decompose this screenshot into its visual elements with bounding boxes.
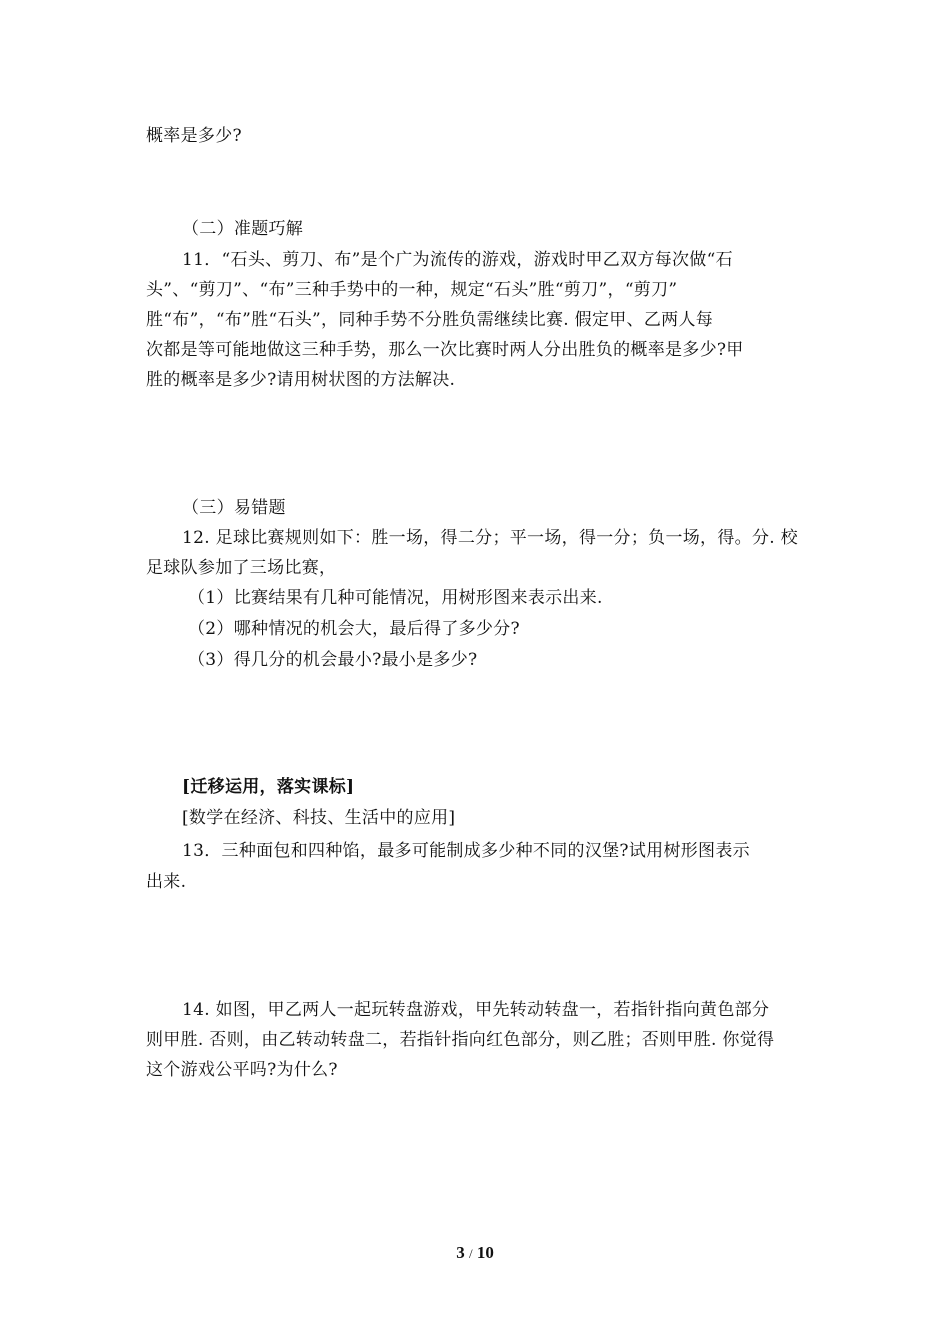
question-11-line-3: 胜“布”，“布”胜“石头”，同种手势不分胜负需继续比赛. 假定甲、乙两人每 bbox=[146, 310, 714, 330]
question-12-part-2: （2）哪种情况的机会大，最后得了多少分? bbox=[188, 619, 520, 639]
question-14-line-3: 这个游戏公平吗?为什么? bbox=[146, 1060, 338, 1080]
question-11-line-4: 次都是等可能地做这三种手势，那么一次比赛时两人分出胜负的概率是多少?甲 bbox=[146, 340, 744, 360]
question-12-part-1: （1）比赛结果有几种可能情况，用树形图来表示出来. bbox=[188, 588, 603, 608]
question-12-line-2: 足球队参加了三场比赛， bbox=[146, 558, 337, 578]
intro-tail: 概率是多少? bbox=[146, 126, 242, 146]
question-14-line-2: 则甲胜. 否则，由乙转动转盘二，若指针指向红色部分，则乙胜；否则甲胜. 你觉得 bbox=[146, 1030, 775, 1050]
page-number bbox=[0, 1243, 950, 1263]
question-12-line-1: 12. 足球比赛规则如下：胜一场，得二分；平一场，得一分；负一场，得。分. 校 bbox=[182, 528, 798, 548]
page-number-separator: / bbox=[468, 1246, 473, 1261]
question-14-line-1: 14. 如图，甲乙两人一起玩转盘游戏，甲先转动转盘一，若指针指向黄色部分 bbox=[182, 1000, 770, 1020]
question-13-line-1: 13．三种面包和四种馅，最多可能制成多少种不同的汉堡?试用树形图表示 bbox=[182, 841, 750, 861]
section-heading-4: [迁移运用，落实课标] bbox=[182, 777, 355, 797]
question-13-line-2: 出来. bbox=[146, 872, 187, 892]
section-heading-2: （二）准题巧解 bbox=[182, 219, 304, 239]
question-11-line-2: 头”、“剪刀”、“布”三种手势中的一种，规定“石头”胜“剪刀”，“剪刀” bbox=[146, 280, 678, 300]
question-11-line-5: 胜的概率是多少?请用树状图的方法解决. bbox=[146, 370, 456, 390]
section-heading-3: （三）易错题 bbox=[182, 498, 286, 518]
question-11-line-1: 11．“石头、剪刀、布”是个广为流传的游戏，游戏时甲乙双方每次做“石 bbox=[182, 250, 733, 270]
section-subheading-4: [数学在经济、科技、生活中的应用] bbox=[182, 808, 456, 828]
page-number-current: 3 bbox=[456, 1243, 465, 1262]
page-number-total: 10 bbox=[476, 1243, 494, 1262]
question-12-part-3: （3）得几分的机会最小?最小是多少? bbox=[188, 650, 478, 670]
